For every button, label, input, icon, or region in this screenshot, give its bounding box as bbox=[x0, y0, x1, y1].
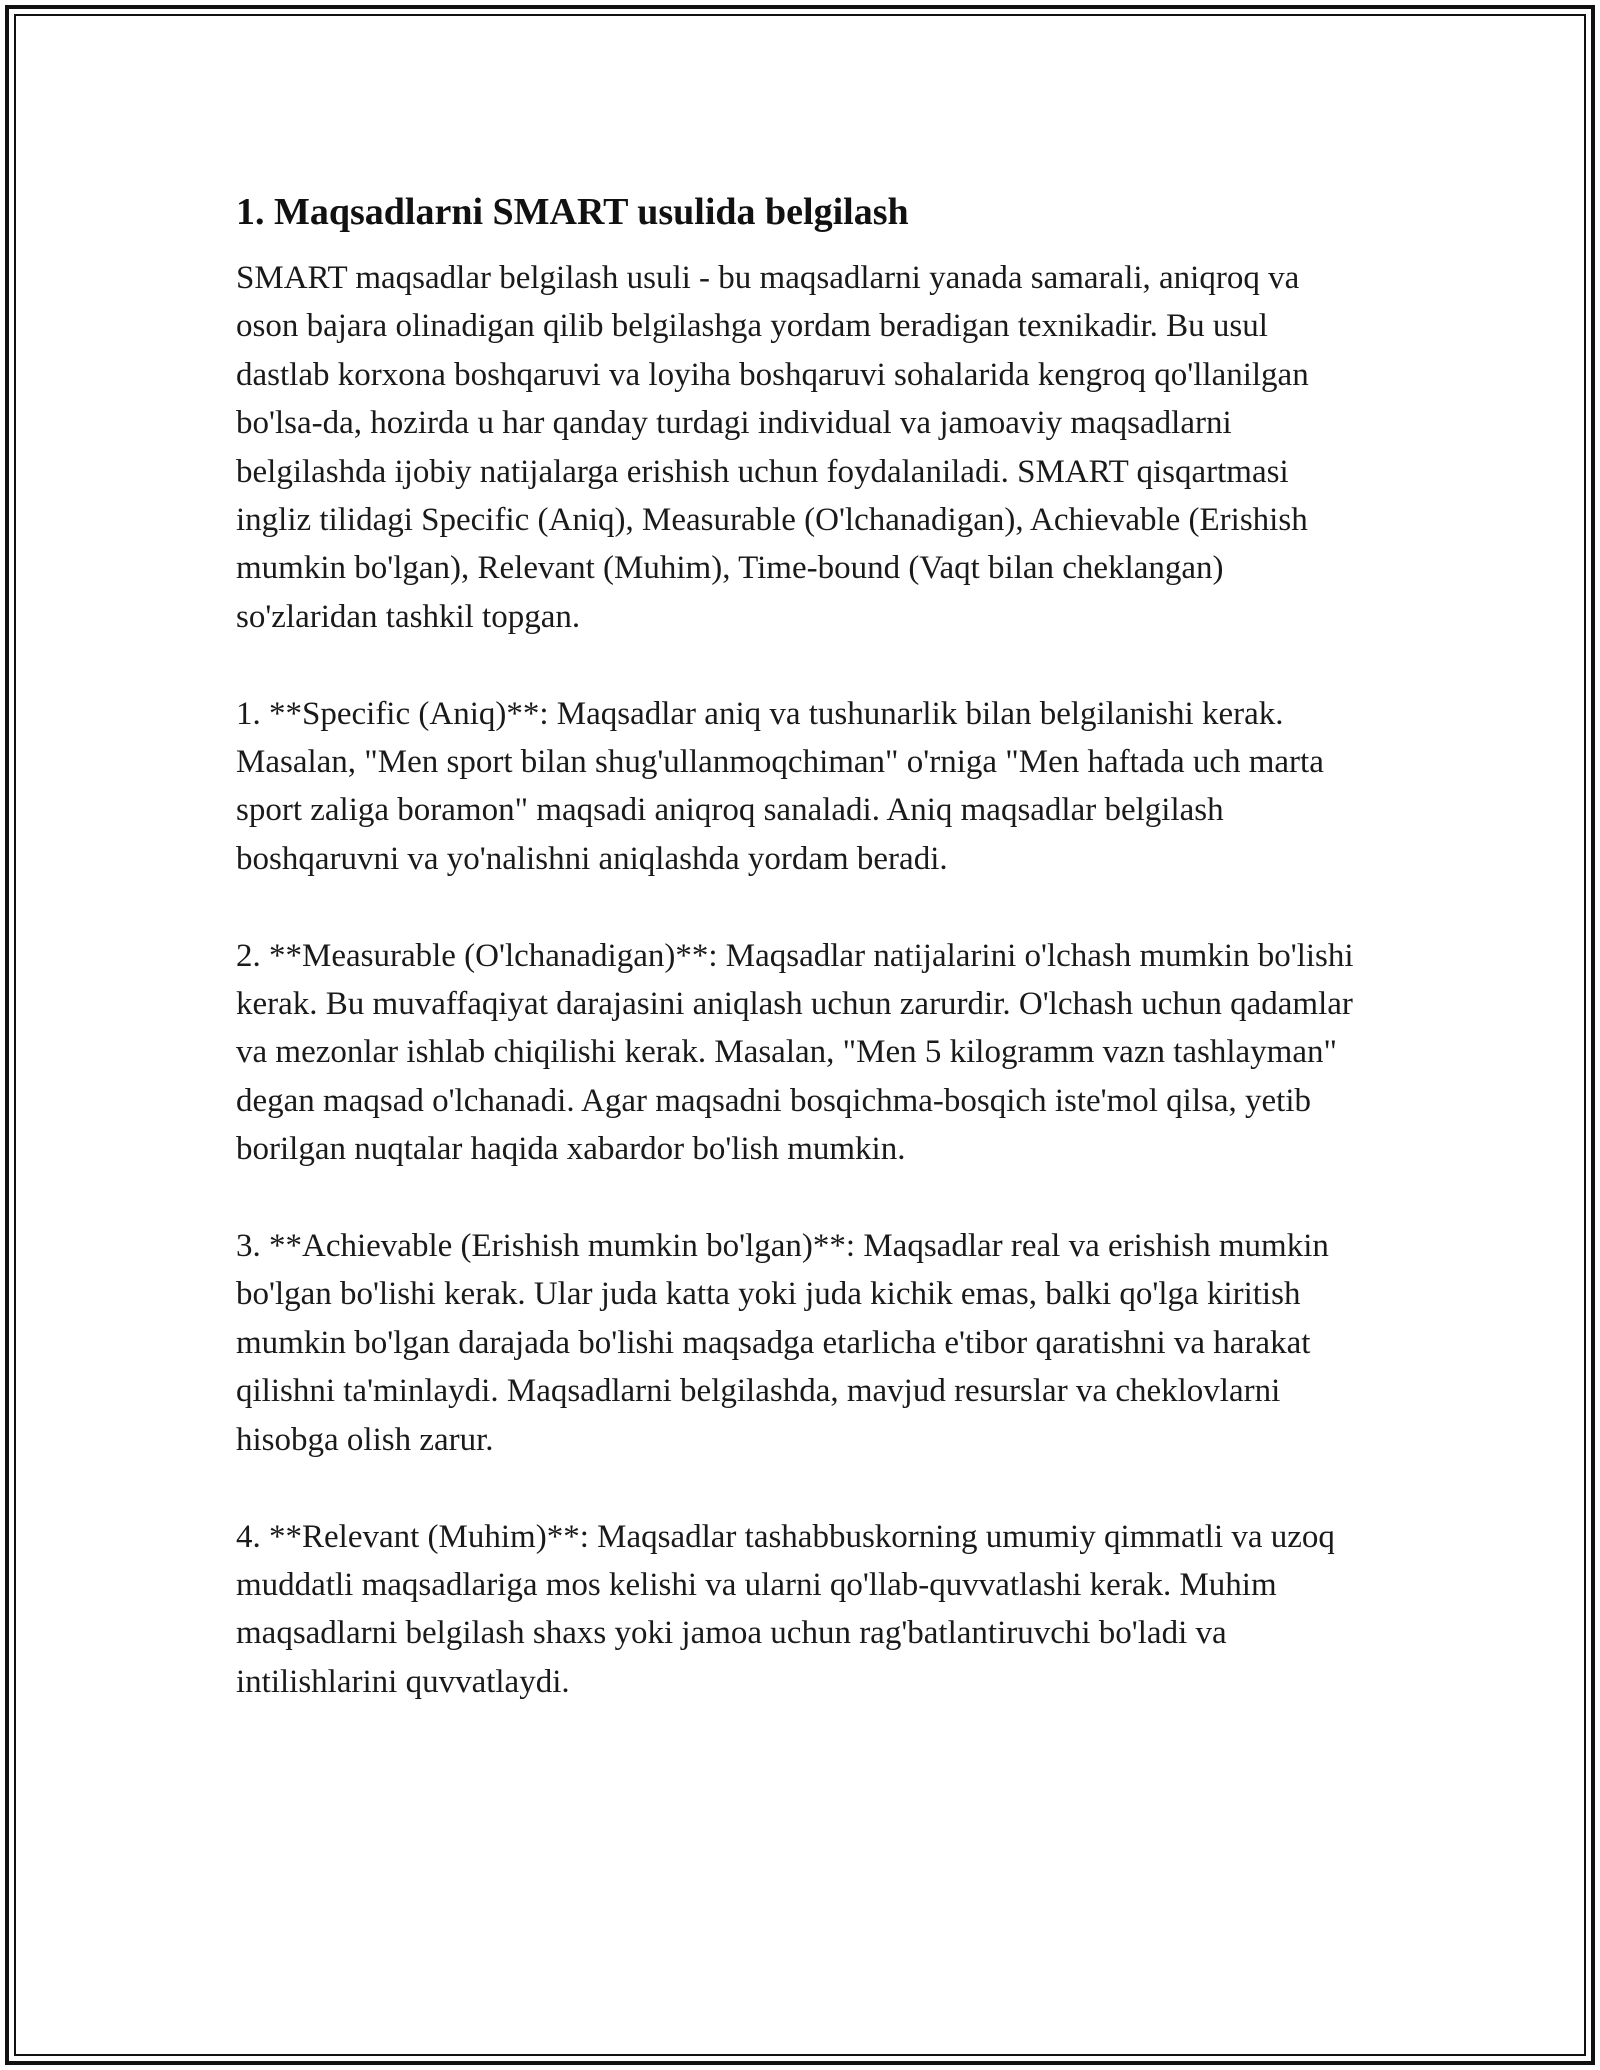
relevant-paragraph: 4. **Relevant (Muhim)**: Maqsadlar tashabbuskorning umumiy qimmatli va uzoq muddatli maqsadlariga mos kelishi va ularni qo'llab-quvvatlashi kerak. Muhim maqsadlarni belgilash shaxs yoki jamoa uchun rag'batlantiruvchi bo'ladi va intilishlarini quvvatlaydi. bbox=[236, 1518, 1335, 1700]
section-heading: 1. Maqsadlarni SMART usulida belgilash bbox=[236, 191, 909, 233]
specific-paragraph: 1. **Specific (Aniq)**: Maqsadlar aniq va tushunarlik bilan belgilanishi kerak. Masalan, "Men sport bilan shug'ullanmoqchiman" o'rniga "Men haftada uch marta sport zaliga boramon" maqsadi aniqroq sanaladi. Aniq maqsadlar belgilash boshqaruvni va yo'nalishni aniqlashda yordam beradi. bbox=[236, 695, 1324, 877]
intro-paragraph: SMART maqsadlar belgilash usuli - bu maqsadlarni yanada samarali, aniqroq va oson bajara olinadigan qilib belgilashga yordam beradigan texnikadir. Bu usul dastlab korxona boshqaruvi va loyiha boshqaruvi sohalarida kengroq qo'llanilgan bo'lsa-da, hozirda u har qanday turdagi individual va jamoaviy maqsadlarni belgilashda ijobiy natijalarga erishish uchun foydalaniladi. SMART qisqartmasi ingliz tilidagi Specific (Aniq), Measurable (O'lchanadigan), Achievable (Erishish mumkin bo'lgan), Relevant (Muhim), Time-bound (Vaqt bilan cheklangan) so'zlaridan tashkil topgan. bbox=[236, 260, 1309, 635]
achievable-paragraph: 3. **Achievable (Erishish mumkin bo'lgan)**: Maqsadlar real va erishish mumkin bo'lgan bo'lishi kerak. Ular juda katta yoki juda kichik emas, balki qo'lga kiritish mumkin bo'lgan darajada bo'lishi maqsadga etarlicha e'tibor qaratishni va harakat qilishni ta'minlaydi. Maqsadlarni belgilashda, mavjud resurslar va cheklovlarni hisobga olish zarur. bbox=[236, 1228, 1329, 1458]
document-body bbox=[236, 186, 1366, 1755]
measurable-paragraph: 2. **Measurable (O'lchanadigan)**: Maqsadlar natijalarini o'lchash mumkin bo'lishi kerak. Bu muvaffaqiyat darajasini aniqlash uchun zarurdir. O'lchash uchun qadamlar va mezonlar ishlab chiqilishi kerak. Masalan, "Men 5 kilogramm vazn tashlayman" degan maqsad o'lchanadi. Agar maqsadni bosqichma-bosqich iste'mol qilsa, yetib borilgan nuqtalar haqida xabardor bo'lish mumkin. bbox=[236, 937, 1354, 1168]
